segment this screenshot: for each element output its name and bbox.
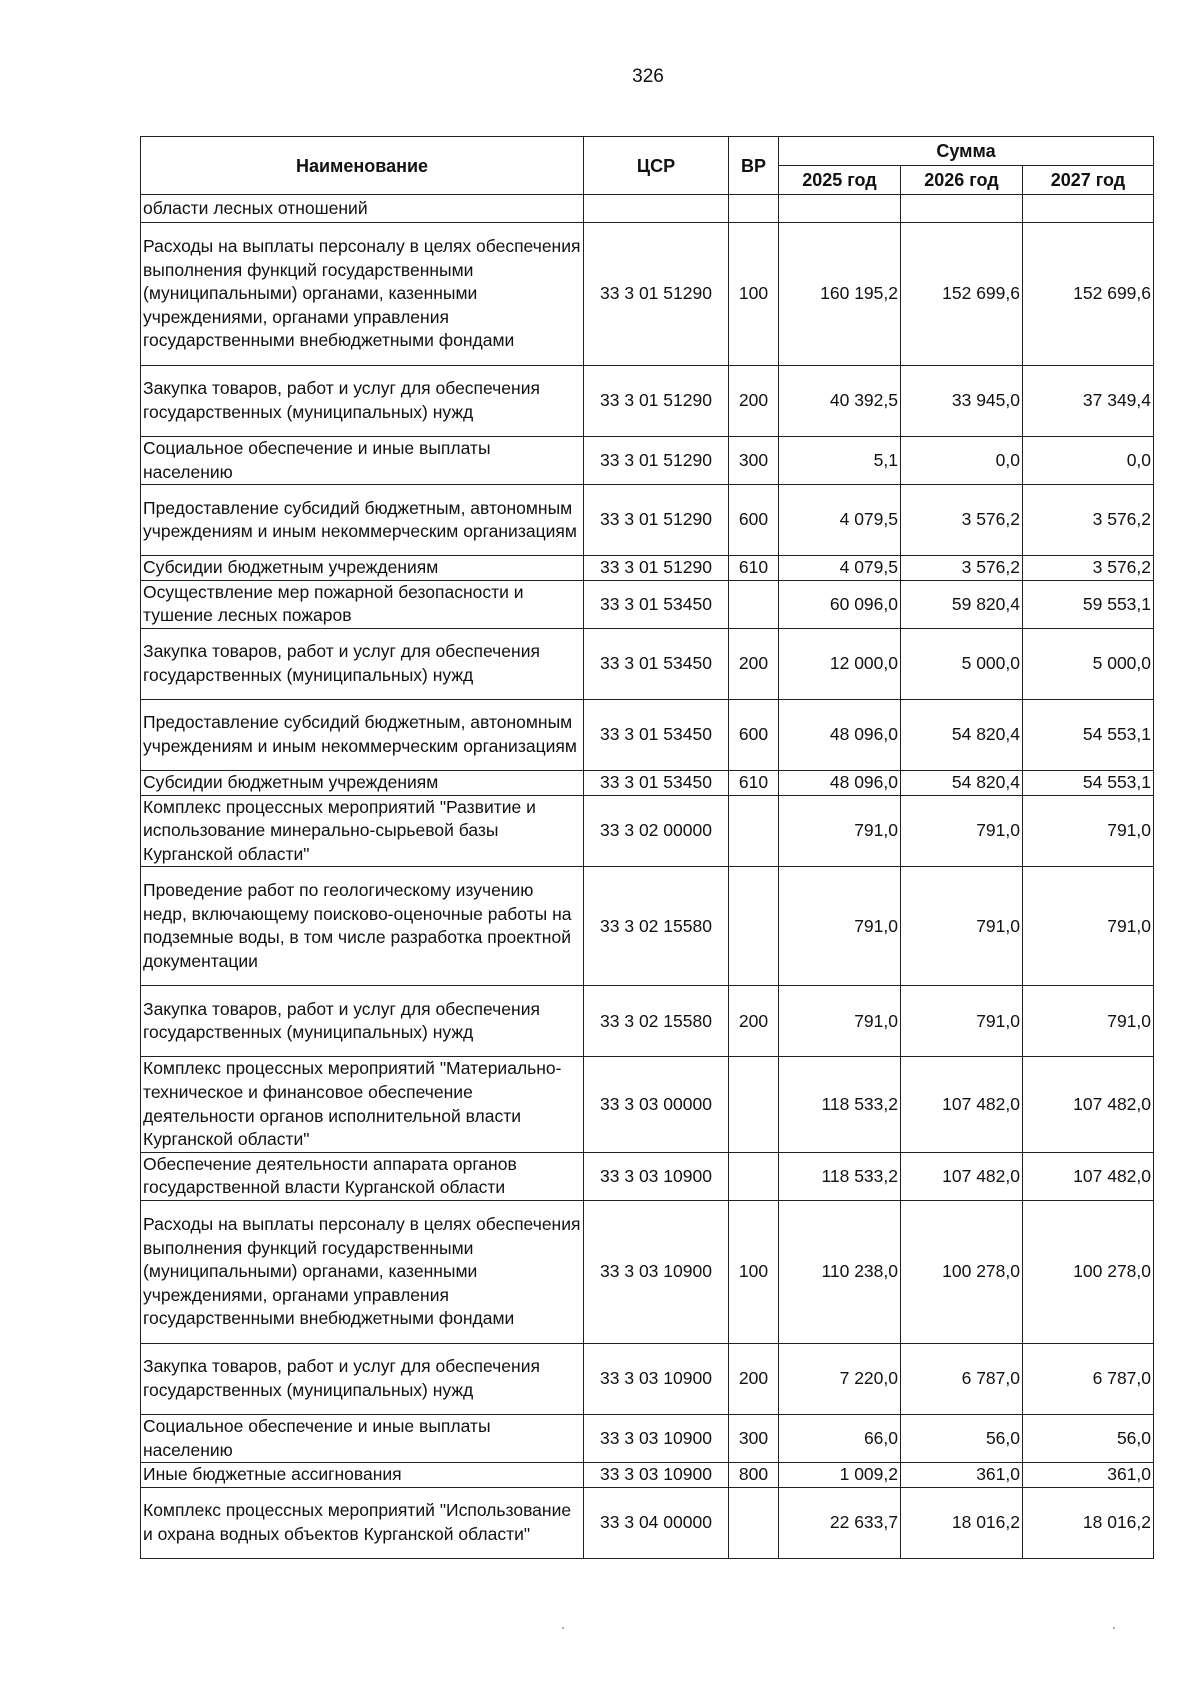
row-csr-cell: 33 3 02 15580 — [584, 986, 729, 1057]
row-value-2025-cell: 48 096,0 — [779, 699, 901, 770]
scan-speck — [1113, 1627, 1115, 1629]
row-csr-cell: 33 3 02 00000 — [584, 795, 729, 867]
table-row — [141, 223, 1154, 366]
row-value-2025-cell: 4 079,5 — [779, 485, 901, 556]
row-value-2026-cell: 791,0 — [901, 986, 1023, 1057]
row-name-cell: Предоставление субсидий бюджетным, автономным учреждениям и иным некоммерческим организациям — [141, 485, 584, 556]
row-value-2027-cell: 5 000,0 — [1023, 628, 1154, 699]
row-value-2025-cell: 60 096,0 — [779, 580, 901, 628]
row-vr-cell: 200 — [729, 628, 779, 699]
row-value-2027-cell: 56,0 — [1023, 1414, 1154, 1462]
table-row — [141, 556, 1154, 581]
row-csr-cell: 33 3 03 10900 — [584, 1200, 729, 1343]
row-name-cell: области лесных отношений — [141, 195, 584, 223]
row-value-2026-cell: 791,0 — [901, 867, 1023, 986]
row-csr-cell: 33 3 03 10900 — [584, 1414, 729, 1462]
header-year-2026: 2026 год — [901, 166, 1023, 195]
row-name-cell: Субсидии бюджетным учреждениям — [141, 770, 584, 795]
row-value-2027-cell: 100 278,0 — [1023, 1200, 1154, 1343]
table-header — [141, 137, 1154, 195]
row-value-2027-cell: 152 699,6 — [1023, 223, 1154, 366]
row-name-cell: Обеспечение деятельности аппарата органов государственной власти Курганской области — [141, 1152, 584, 1200]
row-value-2027-cell: 107 482,0 — [1023, 1057, 1154, 1152]
row-value-2025-cell: 40 392,5 — [779, 366, 901, 437]
row-value-2026-cell: 54 820,4 — [901, 699, 1023, 770]
row-csr-cell: 33 3 04 00000 — [584, 1487, 729, 1558]
row-value-2027-cell: 3 576,2 — [1023, 556, 1154, 581]
table-row — [141, 699, 1154, 770]
row-value-2026-cell: 5 000,0 — [901, 628, 1023, 699]
row-value-2027-cell: 18 016,2 — [1023, 1487, 1154, 1558]
page-number: 326 — [632, 66, 664, 87]
row-value-2025-cell: 160 195,2 — [779, 223, 901, 366]
row-vr-cell: 200 — [729, 366, 779, 437]
row-value-2026-cell: 361,0 — [901, 1463, 1023, 1488]
row-vr-cell: 800 — [729, 1463, 779, 1488]
header-sum: Сумма — [779, 137, 1154, 166]
row-csr-cell: 33 3 03 10900 — [584, 1343, 729, 1414]
table-row — [141, 485, 1154, 556]
row-name-cell: Комплекс процессных мероприятий "Материально-техническое и финансовое обеспечение деятельности органов исполнительной власти Курганской области" — [141, 1057, 584, 1152]
row-value-2025-cell: 118 533,2 — [779, 1057, 901, 1152]
row-value-2027-cell: 791,0 — [1023, 986, 1154, 1057]
table-row — [141, 1487, 1154, 1558]
row-value-2027-cell: 54 553,1 — [1023, 770, 1154, 795]
row-vr-cell — [729, 1152, 779, 1200]
row-vr-cell: 300 — [729, 1414, 779, 1462]
row-csr-cell: 33 3 01 51290 — [584, 556, 729, 581]
row-value-2027-cell: 54 553,1 — [1023, 699, 1154, 770]
row-vr-cell: 100 — [729, 223, 779, 366]
row-vr-cell — [729, 795, 779, 867]
table-row — [141, 1343, 1154, 1414]
row-value-2026-cell: 33 945,0 — [901, 366, 1023, 437]
row-vr-cell: 300 — [729, 437, 779, 485]
table-row — [141, 1414, 1154, 1462]
row-value-2025-cell: 48 096,0 — [779, 770, 901, 795]
row-value-2026-cell: 107 482,0 — [901, 1057, 1023, 1152]
row-value-2026-cell: 3 576,2 — [901, 485, 1023, 556]
table-body — [141, 195, 1154, 1559]
table-row — [141, 580, 1154, 628]
row-name-cell: Комплекс процессных мероприятий "Использование и охрана водных объектов Курганской области" — [141, 1487, 584, 1558]
row-value-2025-cell — [779, 195, 901, 223]
table-row — [141, 986, 1154, 1057]
row-vr-cell: 600 — [729, 485, 779, 556]
row-value-2026-cell: 18 016,2 — [901, 1487, 1023, 1558]
row-csr-cell: 33 3 01 51290 — [584, 437, 729, 485]
table-row — [141, 628, 1154, 699]
row-vr-cell — [729, 867, 779, 986]
row-value-2025-cell: 791,0 — [779, 795, 901, 867]
row-value-2027-cell: 0,0 — [1023, 437, 1154, 485]
row-name-cell: Закупка товаров, работ и услуг для обеспечения государственных (муниципальных) нужд — [141, 1343, 584, 1414]
row-vr-cell: 200 — [729, 1343, 779, 1414]
header-vr: ВР — [729, 137, 779, 195]
row-value-2027-cell: 791,0 — [1023, 795, 1154, 867]
row-vr-cell — [729, 1487, 779, 1558]
row-value-2026-cell — [901, 195, 1023, 223]
row-value-2026-cell: 791,0 — [901, 795, 1023, 867]
row-value-2026-cell: 6 787,0 — [901, 1343, 1023, 1414]
table-row — [141, 195, 1154, 223]
row-name-cell: Осуществление мер пожарной безопасности и тушение лесных пожаров — [141, 580, 584, 628]
table-row — [141, 366, 1154, 437]
row-name-cell: Закупка товаров, работ и услуг для обеспечения государственных (муниципальных) нужд — [141, 628, 584, 699]
row-value-2026-cell: 54 820,4 — [901, 770, 1023, 795]
row-csr-cell: 33 3 03 10900 — [584, 1463, 729, 1488]
row-value-2027-cell: 3 576,2 — [1023, 485, 1154, 556]
row-csr-cell: 33 3 01 53450 — [584, 770, 729, 795]
row-value-2027-cell: 6 787,0 — [1023, 1343, 1154, 1414]
row-value-2025-cell: 5,1 — [779, 437, 901, 485]
row-name-cell: Иные бюджетные ассигнования — [141, 1463, 584, 1488]
row-csr-cell: 33 3 03 10900 — [584, 1152, 729, 1200]
header-year-2027: 2027 год — [1023, 166, 1154, 195]
row-name-cell: Комплекс процессных мероприятий "Развитие и использование минерально-сырьевой базы Курганской области" — [141, 795, 584, 867]
row-value-2025-cell: 22 633,7 — [779, 1487, 901, 1558]
row-value-2025-cell: 791,0 — [779, 867, 901, 986]
row-value-2025-cell: 1 009,2 — [779, 1463, 901, 1488]
table-row — [141, 1057, 1154, 1152]
row-name-cell: Расходы на выплаты персоналу в целях обеспечения выполнения функций государственными (муниципальными) органами, казенными учреждениями, органами управления государственными внебюджетными фондами — [141, 1200, 584, 1343]
row-vr-cell: 100 — [729, 1200, 779, 1343]
table-row — [141, 867, 1154, 986]
row-csr-cell: 33 3 02 15580 — [584, 867, 729, 986]
table-row — [141, 795, 1154, 867]
row-name-cell: Предоставление субсидий бюджетным, автономным учреждениям и иным некоммерческим организациям — [141, 699, 584, 770]
row-vr-cell: 600 — [729, 699, 779, 770]
row-csr-cell: 33 3 01 51290 — [584, 485, 729, 556]
table-row — [141, 1463, 1154, 1488]
row-name-cell: Социальное обеспечение и иные выплаты населению — [141, 437, 584, 485]
row-csr-cell: 33 3 01 51290 — [584, 366, 729, 437]
row-value-2025-cell: 66,0 — [779, 1414, 901, 1462]
row-value-2025-cell: 110 238,0 — [779, 1200, 901, 1343]
header-year-2025: 2025 год — [779, 166, 901, 195]
row-csr-cell: 33 3 01 53450 — [584, 580, 729, 628]
row-value-2027-cell: 361,0 — [1023, 1463, 1154, 1488]
budget-table — [140, 136, 1154, 1559]
row-csr-cell: 33 3 01 53450 — [584, 699, 729, 770]
row-csr-cell: 33 3 01 51290 — [584, 223, 729, 366]
row-value-2025-cell: 118 533,2 — [779, 1152, 901, 1200]
row-csr-cell — [584, 195, 729, 223]
row-value-2027-cell: 791,0 — [1023, 867, 1154, 986]
header-csr: ЦСР — [584, 137, 729, 195]
table-row — [141, 437, 1154, 485]
row-value-2026-cell: 0,0 — [901, 437, 1023, 485]
row-name-cell: Проведение работ по геологическому изучению недр, включающему поисково-оценочные работы на подземные воды, в том числе разработка проектной документации — [141, 867, 584, 986]
row-value-2025-cell: 4 079,5 — [779, 556, 901, 581]
row-vr-cell — [729, 1057, 779, 1152]
row-value-2026-cell: 59 820,4 — [901, 580, 1023, 628]
row-value-2026-cell: 152 699,6 — [901, 223, 1023, 366]
table-row — [141, 770, 1154, 795]
row-value-2027-cell: 59 553,1 — [1023, 580, 1154, 628]
row-vr-cell: 200 — [729, 986, 779, 1057]
table-row — [141, 1152, 1154, 1200]
row-value-2026-cell: 107 482,0 — [901, 1152, 1023, 1200]
table-row — [141, 1200, 1154, 1343]
row-csr-cell: 33 3 01 53450 — [584, 628, 729, 699]
scan-speck — [562, 1627, 564, 1629]
row-value-2027-cell — [1023, 195, 1154, 223]
row-name-cell: Расходы на выплаты персоналу в целях обеспечения выполнения функций государственными (муниципальными) органами, казенными учреждениями, органами управления государственными внебюджетными фондами — [141, 223, 584, 366]
row-value-2027-cell: 107 482,0 — [1023, 1152, 1154, 1200]
row-name-cell: Закупка товаров, работ и услуг для обеспечения государственных (муниципальных) нужд — [141, 366, 584, 437]
row-name-cell: Социальное обеспечение и иные выплаты населению — [141, 1414, 584, 1462]
row-vr-cell — [729, 195, 779, 223]
row-vr-cell — [729, 580, 779, 628]
row-vr-cell: 610 — [729, 556, 779, 581]
row-value-2026-cell: 100 278,0 — [901, 1200, 1023, 1343]
row-name-cell: Закупка товаров, работ и услуг для обеспечения государственных (муниципальных) нужд — [141, 986, 584, 1057]
row-csr-cell: 33 3 03 00000 — [584, 1057, 729, 1152]
row-value-2025-cell: 12 000,0 — [779, 628, 901, 699]
header-name: Наименование — [141, 137, 584, 195]
row-value-2025-cell: 791,0 — [779, 986, 901, 1057]
row-value-2026-cell: 3 576,2 — [901, 556, 1023, 581]
row-name-cell: Субсидии бюджетным учреждениям — [141, 556, 584, 581]
row-value-2027-cell: 37 349,4 — [1023, 366, 1154, 437]
row-vr-cell: 610 — [729, 770, 779, 795]
row-value-2026-cell: 56,0 — [901, 1414, 1023, 1462]
row-value-2025-cell: 7 220,0 — [779, 1343, 901, 1414]
